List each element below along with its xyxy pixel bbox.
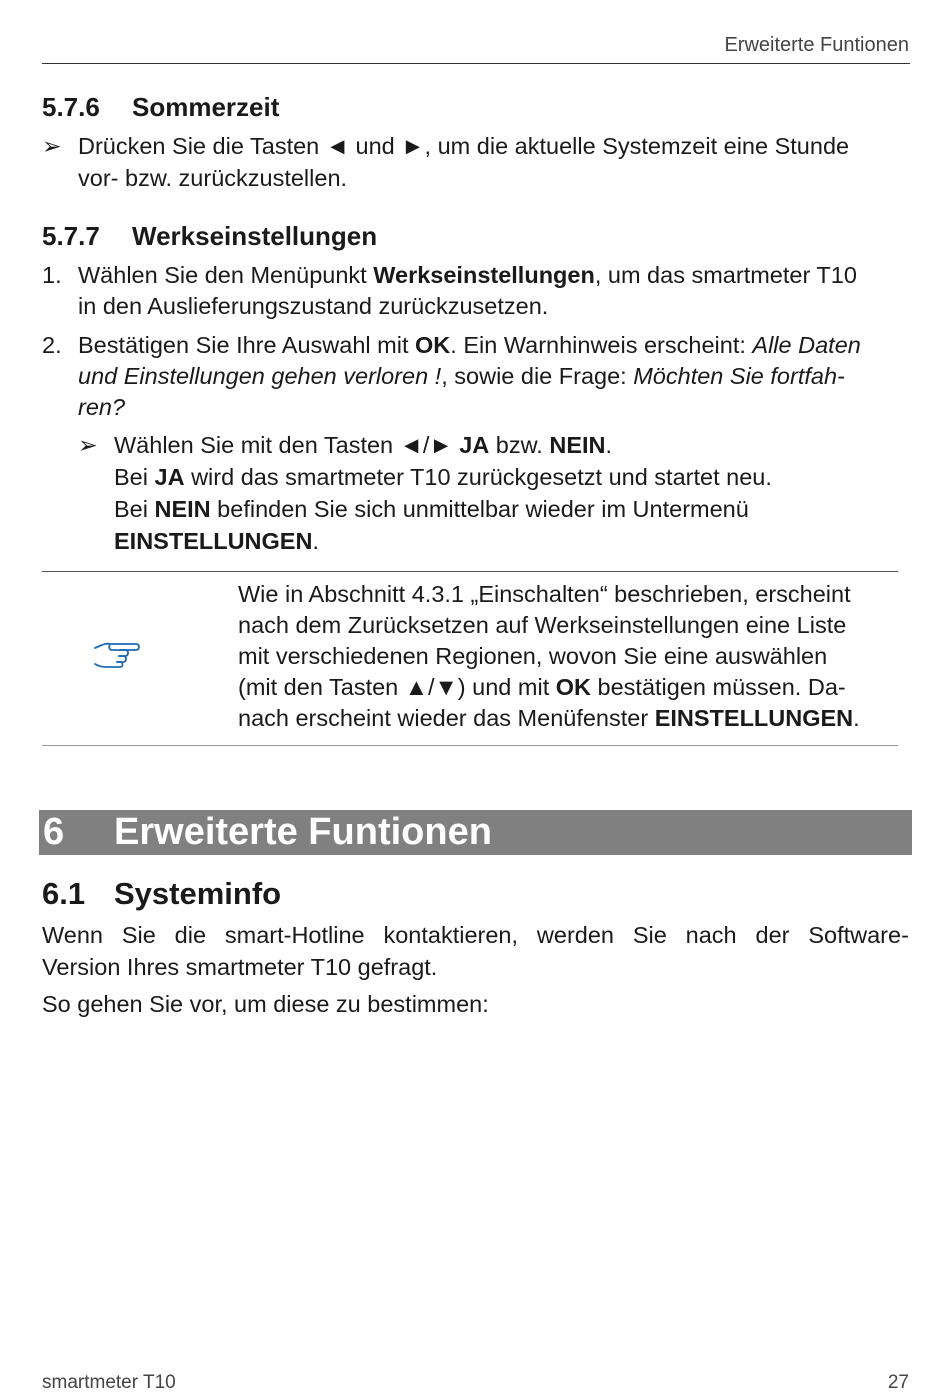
section-title: Werkseinstellungen xyxy=(132,221,378,251)
note-bottom-rule xyxy=(42,745,898,746)
running-header: Erweiterte Funtionen xyxy=(724,34,909,56)
text-line: Version Ihres smartmeter T10 gefragt. xyxy=(42,954,438,980)
text-line: Drücken Sie die Tasten ◄ und ►, um die aktuelle Systemzeit eine Stunde xyxy=(78,133,850,159)
section-number: 6.1 xyxy=(42,876,86,911)
section-number: 5.7.6 xyxy=(42,92,100,122)
text-line: vor- bzw. zurückzustellen. xyxy=(78,165,348,191)
section-577-heading xyxy=(42,221,377,252)
list-item-text: Bestätigen Sie Ihre Auswahl mit OK. Ein Warnhinweis erscheint: Alle Daten xyxy=(78,332,861,358)
header-divider xyxy=(42,63,910,64)
footer-product: smartmeter T10 xyxy=(42,1372,176,1393)
note-text: nach dem Zurücksetzen auf Werkseinstellungen eine Liste xyxy=(238,612,847,638)
list-item-text: und Einstellungen gehen verloren !, sowie die Frage: Möchten Sie fortfah- xyxy=(78,363,845,389)
sub-item-text: EINSTELLUNGEN. xyxy=(114,528,319,554)
sub-item-text: Bei NEIN befinden Sie sich unmittelbar wieder im Untermenü xyxy=(114,496,749,522)
list-item-text: in den Auslieferungszustand zurückzusetzen. xyxy=(78,293,549,319)
section-61-heading xyxy=(42,876,281,912)
page-number: 27 xyxy=(887,1372,909,1393)
sub-item-text: Bei JA wird das smartmeter T10 zurückgesetzt und startet neu. xyxy=(114,464,772,490)
note-top-rule xyxy=(42,571,898,572)
list-marker: 1. xyxy=(42,262,62,288)
note-text: nach erscheint wieder das Menüfenster EINSTELLUNGEN. xyxy=(238,705,860,731)
section-576-heading xyxy=(42,92,279,123)
section-title: Systeminfo xyxy=(114,876,282,911)
pointing-hand-icon xyxy=(92,640,142,672)
list-item-text: Wählen Sie den Menüpunkt Werkseinstellungen, um das smartmeter T10 xyxy=(78,262,857,288)
section-number: 5.7.7 xyxy=(42,221,100,251)
text-line: So gehen Sie vor, um diese zu bestimmen: xyxy=(42,991,489,1017)
bullet-marker: ➢ xyxy=(78,432,98,458)
sub-item-text: Wählen Sie mit den Tasten ◄/► JA bzw. NEIN. xyxy=(114,432,613,458)
chapter-title: Erweiterte Funtionen xyxy=(114,811,492,853)
note-text: mit verschiedenen Regionen, wovon Sie eine auswählen xyxy=(238,643,828,669)
chapter-number: 6 xyxy=(43,811,65,853)
note-text: Wie in Abschnitt 4.3.1 „Einschalten“ beschrieben, erscheint xyxy=(238,581,851,607)
note-text: (mit den Tasten ▲/▼) und mit OK bestätigen müssen. Da- xyxy=(238,674,846,700)
section-title: Sommerzeit xyxy=(132,92,280,122)
list-marker: 2. xyxy=(42,332,62,358)
list-item-text: ren? xyxy=(78,394,126,420)
justified-text-line: Wenn Sie die smart-Hotline kontaktieren, werden Sie nach der Software- xyxy=(42,922,909,948)
bullet-marker: ➢ xyxy=(42,133,62,159)
chapter-heading xyxy=(39,810,912,855)
